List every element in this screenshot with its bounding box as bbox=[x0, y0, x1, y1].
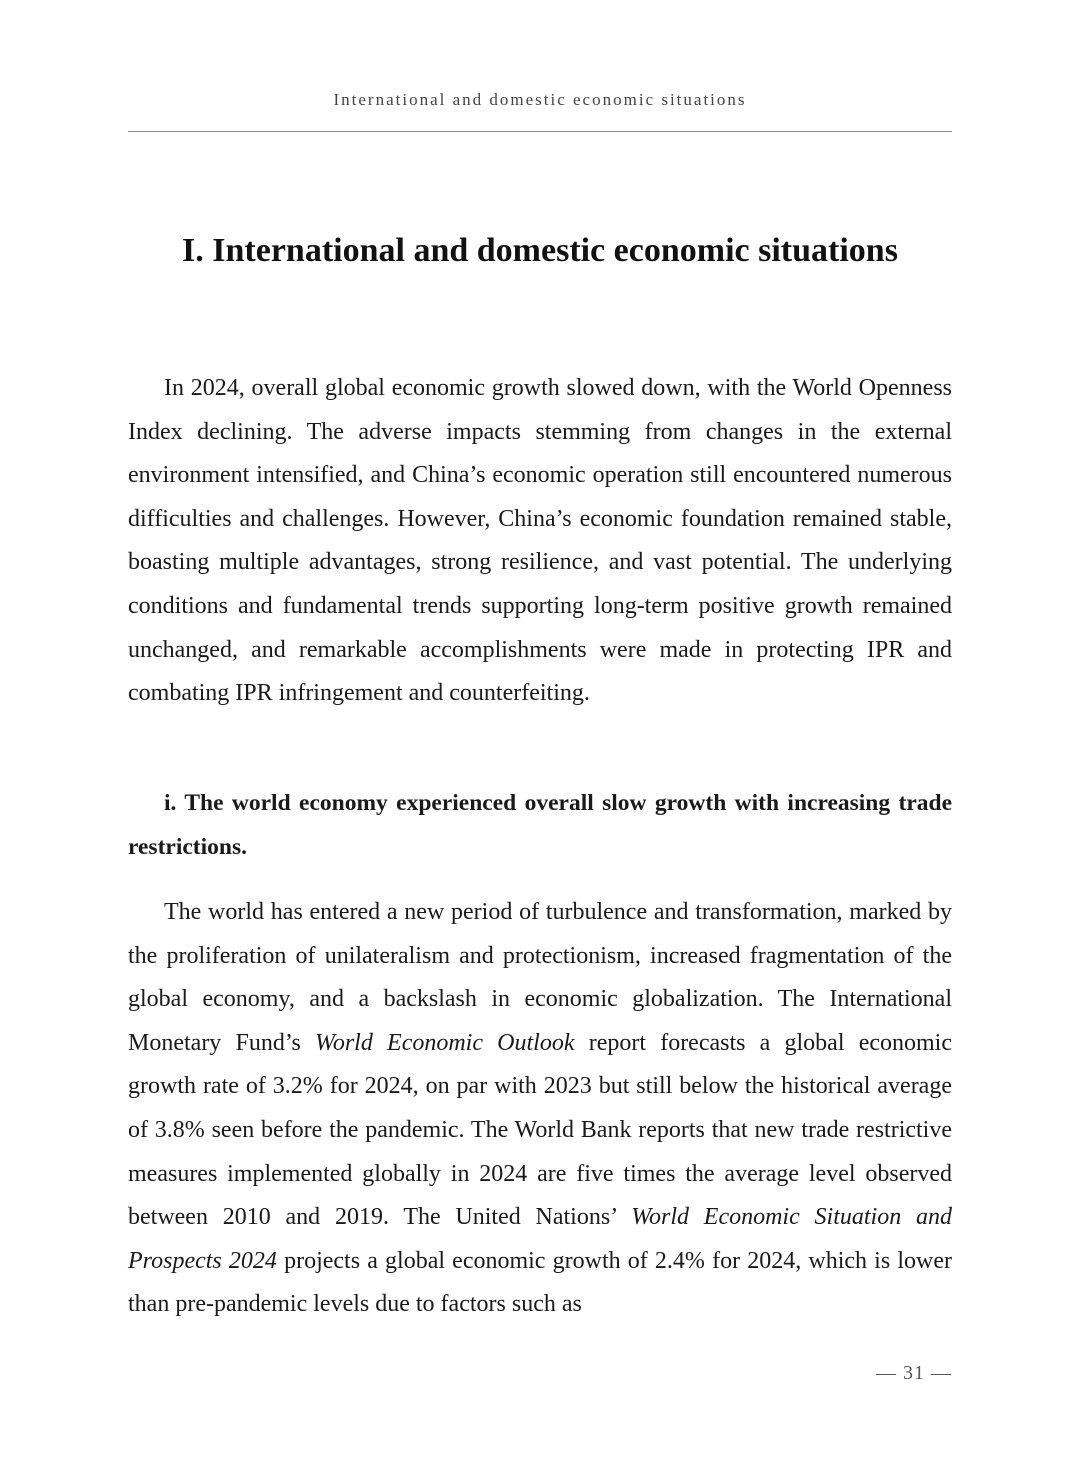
body-text-segment: projects a global economic growth of 2.4% for 2024, which is lower than pre-pandemic levels due to factors such as bbox=[128, 1247, 952, 1318]
body-text-segment: The world has entered a new period of turbulence and transformation, marked by the proliferation of unilateralism and protectionism, increased fragmentation of the global economy, and a backslash in economic globalization. The International Monetary Fund’s bbox=[128, 899, 952, 1056]
section-heading: i. The world economy experienced overall slow growth with increasing trade restrictions. bbox=[128, 790, 952, 860]
body-text-segment: report forecasts a global economic growth rate of 3.2% for 2024, on par with 2023 but still below the historical average of 3.8% seen before the pandemic. The World Bank reports that new trade restrictive measures implemented globally in 2024 are five times the average level observed between 2010 and 2019. The United Nations’ bbox=[128, 1029, 952, 1231]
report-title-italic: World Economic Situation and Prospects 2024 bbox=[128, 1204, 952, 1274]
chapter-title: I. International and domestic economic situations bbox=[182, 232, 898, 269]
running-header: International and domestic economic situations bbox=[333, 90, 747, 109]
body-paragraph bbox=[128, 891, 952, 1327]
header-divider bbox=[128, 131, 952, 132]
page-number: — 31 — bbox=[876, 1362, 952, 1384]
intro-paragraph: In 2024, overall global economic growth slowed down, with the World Openness Index declining. The adverse impacts stemming from changes in the external environment intensified, and China’s economic operation still encountered numerous difficulties and challenges. However, China’s economic foundation remained stable, boasting multiple advantages, strong resilience, and vast potential. The underlying conditions and fundamental trends supporting long-term positive growth remained unchanged, and remarkable accomplishments were made in protecting IPR and combating IPR infringement and counterfeiting. bbox=[128, 375, 952, 707]
report-title-italic: World Economic Outlook bbox=[315, 1029, 575, 1056]
